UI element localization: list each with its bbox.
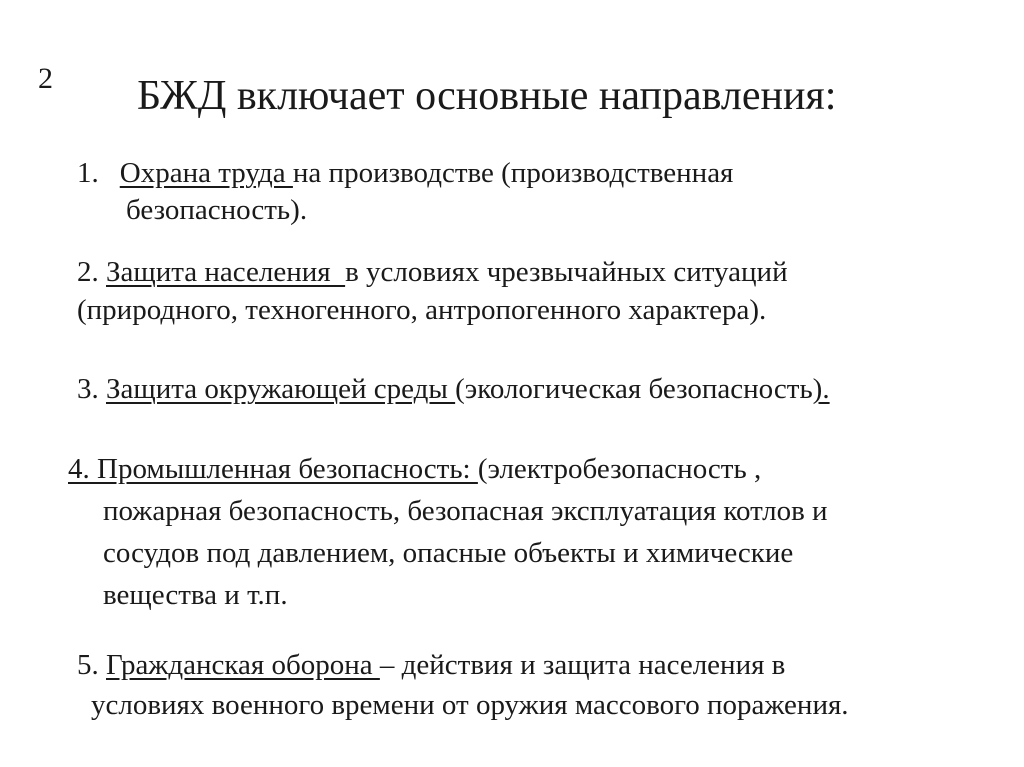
slide-title: БЖД включает основные направления:: [137, 73, 837, 119]
list-item-4-line-2: пожарная безопасность, безопасная эксплуатация котлов и: [103, 495, 828, 527]
item-number: 5.: [77, 649, 106, 681]
list-item-5-line-1: [77, 648, 785, 682]
item-tail: ).: [812, 373, 830, 405]
item-number: 3.: [77, 373, 106, 405]
item-term: Защита населения: [106, 256, 346, 288]
list-item-4-line-3: сосудов под давлением, опасные объекты и химические: [103, 537, 794, 569]
item-number: 1.: [77, 157, 99, 189]
list-item-4-line-4: вещества и т.п.: [103, 579, 288, 611]
item-term: Гражданская оборона: [106, 649, 380, 681]
item-number: 4.: [68, 453, 97, 485]
item-text: на производстве (производственная: [292, 157, 734, 189]
list-item-5-line-2: условиях военного времени от оружия массового поражения.: [91, 689, 849, 721]
item-text: (электробезопасность ,: [477, 453, 762, 485]
list-item-2-line-2: (природного, техногенного, антропогенного характера).: [77, 294, 767, 326]
item-number: 2.: [77, 256, 106, 288]
item-text: (экологическая безопасность: [455, 373, 813, 405]
list-item-1-line-2: безопасность).: [126, 194, 308, 226]
item-text: в условиях чрезвычайных ситуаций: [345, 256, 788, 288]
list-item-1-line-1: [77, 156, 733, 190]
item-text: – действия и защита населения в: [379, 649, 786, 681]
slide-number: 2: [38, 62, 53, 95]
list-item-3-line-1: [77, 372, 830, 406]
list-item-4-line-1: [68, 452, 761, 486]
item-term: Охрана труда: [119, 157, 293, 189]
list-item-2-line-1: [77, 255, 788, 289]
item-term: Защита окружающей среды: [106, 373, 456, 405]
item-term: Промышленная безопасность:: [97, 453, 478, 485]
